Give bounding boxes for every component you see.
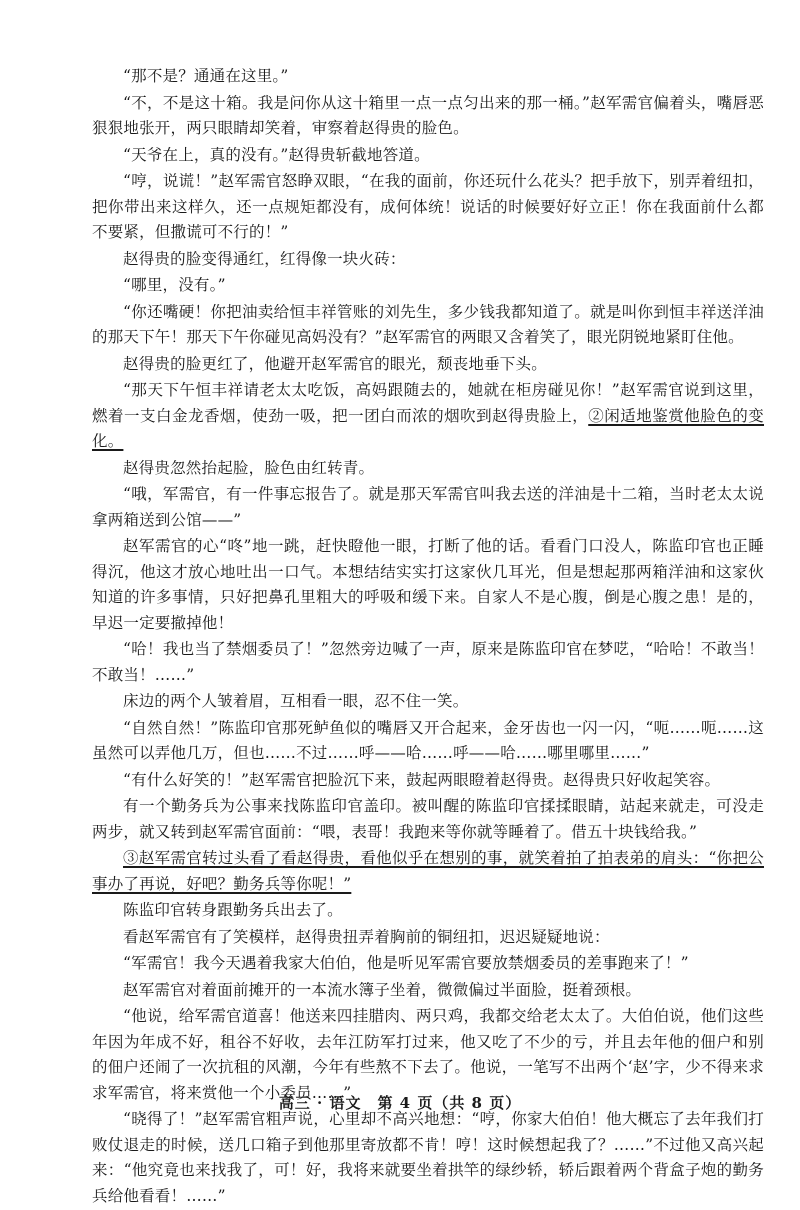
page-footer: 高三 · 语文 第 4 页（共 8 页） bbox=[278, 1094, 522, 1112]
paragraph bbox=[92, 456, 764, 482]
text-run: 赵军需官对着面前摊开的一本流水簿子坐着，微微偏过半面脸，挺着颈根。 bbox=[123, 980, 642, 999]
text-run: “他说，给军需官道喜！他送来四挂腊肉、两只鸡，我都交给老太太了。大伯伯说，他们这些年因为年成不好，租谷不好收，去年江防军打过来，他又吃了不少的亏，并且去年他的佃户和别的佃户还闹了一次抗租的风潮，今年有些熬不下去了。他说，一笔写不出两个‘赵’字，少不得来求求军需官，将来赏他一个小委员……” bbox=[92, 1007, 764, 1102]
text-run: “天爷在上，真的没有。”赵得贵斩截地答道。 bbox=[123, 145, 430, 164]
text-run: “哈！我也当了禁烟委员了！”忽然旁边喊了一声，原来是陈监印官在梦呓，“哈哈！不敢当！不敢当！……” bbox=[92, 640, 764, 684]
paragraph bbox=[92, 300, 764, 351]
text-run: 看赵军需官有了笑模样，赵得贵扭弄着胸前的铜纽扣，迟迟疑疑地说： bbox=[123, 927, 610, 946]
text-run: “自然自然！”陈监印官那死鲈鱼似的嘴唇又开合起来，金牙齿也一闪一闪，“呃……呃……这虽然可以弄他几万，但也……不过……呼——哈……呼——哈……哪里哪里……” bbox=[92, 718, 764, 762]
paragraph bbox=[92, 716, 764, 767]
paragraph bbox=[92, 378, 764, 455]
text-run: 赵军需官的心“咚”地一跳，赶快瞪他一眼，打断了他的话。看看门口没人，陈监印官也正睡得沉，他这才放心地吐出一口气。本想结结实实打这家伙几耳光，但是想起那两箱洋油和这家伙知道的许多事情，只好把鼻孔里粗大的呼吸和缓下来。自家人不是心腹，倒是心腹之患！是的，早迟一定要撤掉他！ bbox=[92, 537, 764, 632]
paragraph bbox=[92, 143, 764, 169]
text-run: 赵得贵的脸变得通红，红得像一块火砖： bbox=[123, 249, 406, 268]
paragraph bbox=[92, 951, 764, 977]
text-run: “哦，军需官，有一件事忘报告了。就是那天军需官叫我去送的洋油是十二箱，当时老太太说拿两箱送到公馆——” bbox=[92, 485, 764, 529]
passage bbox=[92, 64, 764, 1210]
text-run: “晓得了！”赵军需官粗声说，心里却不高兴地想：“哼，你家大伯伯！他大概忘了去年我们打败仗退走的时候，送几口箱子到他那里寄放都不肯！哼！这时候想起我了？……”不过他又高兴起来：“他究竟也来找我了，可！好，我将来就要坐着拱竿的绿纱轿，轿后跟着两个背盒子炮的勤务兵给他看看！……” bbox=[92, 1110, 764, 1205]
paragraph bbox=[92, 352, 764, 378]
text-run: 赵得贵的脸更红了，他避开赵军需官的眼光，颓丧地垂下头。 bbox=[123, 354, 547, 373]
text-run: “哪里，没有。” bbox=[123, 276, 226, 294]
underlined-sentence: ②闲适地鉴赏他脸色的变化。 bbox=[92, 406, 765, 450]
underlined-sentence: ③赵军需官转过头看了看赵得贵，看他似乎在想别的事，就笑着拍了拍表弟的肩头：“你把公事办了再说，好吧？勤务兵等你呢！” bbox=[92, 849, 764, 893]
paragraph bbox=[92, 273, 764, 299]
text-run: “那不是？通通在这里。” bbox=[123, 67, 289, 85]
text-run: “哼，说谎！”赵军需官怒睁双眼，“在我的面前，你还玩什么花头？把手放下，别弄着纽扣，把你带出来这样久，还一点规矩都没有，成何体统！说话的时候要好好立正！你在我面前什么都不要紧，但撒谎可不行的！” bbox=[92, 172, 764, 241]
paragraph bbox=[92, 91, 764, 142]
paragraph bbox=[92, 169, 764, 246]
text-run: “你还嘴硬！你把油卖给恒丰祥管账的刘先生，多少钱我都知道了。就是叫你到恒丰祥送洋油的那天下午！那天下午你碰见高妈没有？”赵军需官的两眼又含着笑了，眼光阴锐地紧盯住他。 bbox=[92, 302, 764, 346]
text-run: “不，不是这十箱。我是问你从这十箱里一点一点匀出来的那一桶。”赵军需官偏着头，嘴唇恶狠狠地张开，两只眼睛却笑着，审察着赵得贵的脸色。 bbox=[92, 93, 764, 137]
paragraph bbox=[92, 846, 764, 897]
text-run: 有一个勤务兵为公事来找陈监印官盖印。被叫醒的陈监印官揉揉眼睛，站起来就走，可没走两步，就又转到赵军需官面前：“喂，表哥！我跑来等你就等睡着了。借五十块钱给我。” bbox=[92, 797, 764, 841]
paragraph bbox=[92, 637, 764, 688]
paragraph bbox=[92, 898, 764, 924]
text-run: “有什么好笑的！”赵军需官把脸沉下来，鼓起两眼瞪着赵得贵。赵得贵只好收起笑容。 bbox=[123, 770, 721, 789]
text-run: 赵得贵忽然抬起脸，脸色由红转青。 bbox=[123, 458, 375, 477]
paragraph bbox=[92, 534, 764, 636]
paragraph bbox=[92, 64, 764, 90]
paragraph bbox=[92, 794, 764, 845]
paragraph bbox=[92, 247, 764, 273]
paragraph bbox=[92, 689, 764, 715]
paragraph bbox=[92, 482, 764, 533]
text-run: 床边的两个人皱着眉，互相看一眼，忍不住一笑。 bbox=[123, 692, 469, 710]
paragraph bbox=[92, 768, 764, 794]
text-run: 陈监印官转身跟勤务兵出去了。 bbox=[123, 901, 343, 919]
text-run: “军需官！我今天遇着我家大伯伯，他是听见军需官要放禁烟委员的差事跑来了！” bbox=[123, 954, 689, 972]
text-run: “那天下午恒丰祥请老太太吃饭，高妈跟随去的，她就在柜房碰见你！”赵军需官说到这里，燃着一支白金龙香烟，使劲一吸，把一团白而浓的烟吹到赵得贵脸上， bbox=[92, 381, 764, 425]
paragraph bbox=[92, 978, 764, 1004]
paragraph bbox=[92, 925, 764, 951]
paragraph bbox=[92, 1004, 764, 1106]
paragraph bbox=[92, 1107, 764, 1209]
